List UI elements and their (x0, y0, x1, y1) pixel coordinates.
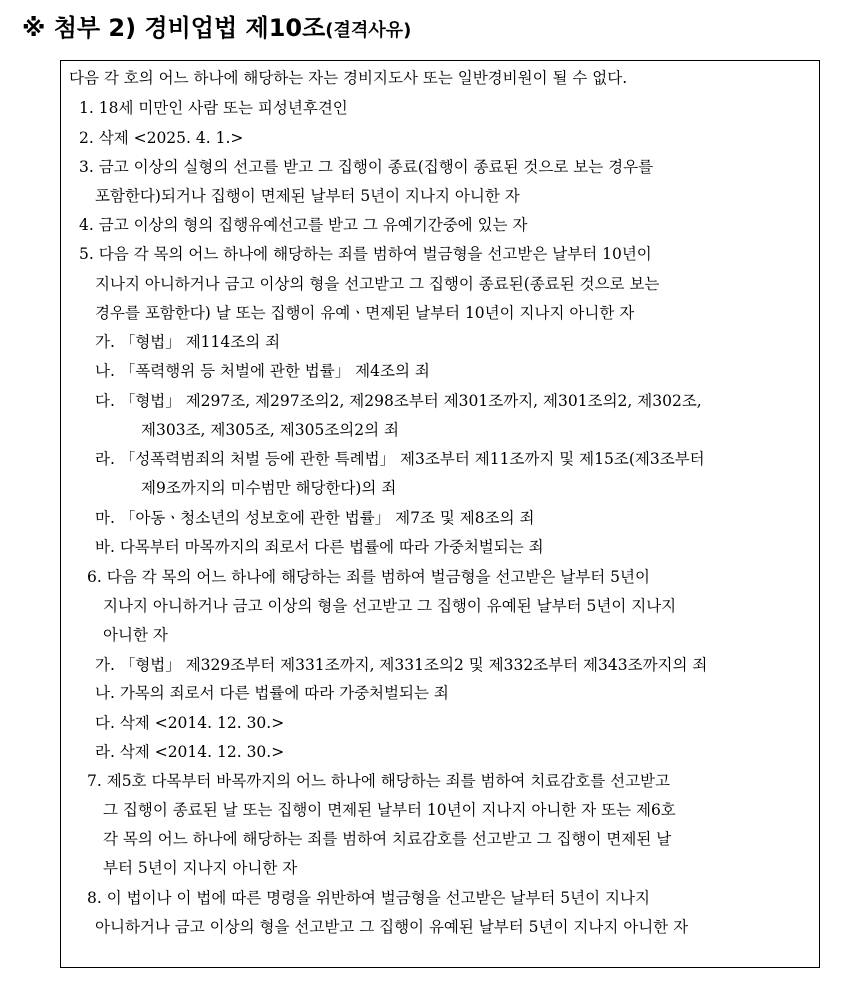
item-5-ra-cont: 제9조까지의 미수범만 해당한다)의 죄 (141, 479, 397, 497)
item-7: 7. 제5호 다목부터 바목까지의 어느 하나에 해당하는 죄를 범하여 치료감호를 선고받고 (87, 772, 671, 790)
item-3-cont: 포함한다)되거나 집행이 면제된 날부터 5년이 지나지 아니한 자 (95, 187, 520, 205)
article-box (60, 60, 820, 968)
item-6-cont-2: 아니한 자 (103, 626, 168, 644)
item-6-da: 다. 삭제 <2014. 12. 30.> (95, 714, 285, 732)
item-5-da-cont: 제303조, 제305조, 제305조의2의 죄 (141, 421, 400, 439)
item-2: 2. 삭제 <2025. 4. 1.> (79, 129, 244, 147)
item-5-cont-2: 경우를 포함한다) 날 또는 집행이 유예ㆍ면제된 날부터 10년이 지나지 아니한 자 (95, 304, 635, 322)
document-title (22, 8, 411, 48)
item-6-ra: 라. 삭제 <2014. 12. 30.> (95, 743, 285, 761)
item-6-cont-1: 지나지 아니하거나 금고 이상의 형을 선고받고 그 집행이 유예된 날부터 5년이 지나지 (103, 597, 677, 615)
item-8-cont: 아니하거나 금고 이상의 형을 선고받고 그 집행이 유예된 날부터 5년이 지나지 아니한 자 (95, 918, 689, 936)
item-5-ba: 바. 다목부터 마목까지의 죄로서 다른 법률에 따라 가중처벌되는 죄 (95, 538, 544, 556)
item-7-cont-1: 그 집행이 종료된 날 또는 집행이 면제된 날부터 10년이 지나지 아니한 자 또는 제6호 (103, 801, 676, 819)
item-5-ma: 마. 「아동ㆍ청소년의 성보호에 관한 법률」 제7조 및 제8조의 죄 (95, 509, 535, 527)
item-6-na: 나. 가목의 죄로서 다른 법률에 따라 가중처벌되는 죄 (95, 684, 449, 702)
article-intro: 다음 각 호의 어느 하나에 해당하는 자는 경비지도사 또는 일반경비원이 될 수 없다. (69, 69, 628, 87)
item-6-ga: 가. 「형법」 제329조부터 제331조까지, 제331조의2 및 제332조부터 제343조까지의 죄 (95, 656, 708, 674)
item-6: 6. 다음 각 목의 어느 하나에 해당하는 죄를 범하여 벌금형을 선고받은 날부터 5년이 (87, 568, 650, 586)
item-5-da: 다. 「형법」 제297조, 제297조의2, 제298조부터 제301조까지, 제301조의2, 제302조, (95, 392, 702, 410)
item-5-na: 나. 「폭력행위 등 처벌에 관한 법률」 제4조의 죄 (95, 362, 430, 380)
item-3: 3. 금고 이상의 실형의 선고를 받고 그 집행이 종료(집행이 종료된 것으로 보는 경우를 (79, 158, 654, 176)
item-5: 5. 다음 각 목의 어느 하나에 해당하는 죄를 범하여 벌금형을 선고받은 날부터 10년이 (79, 245, 652, 263)
item-5-cont-1: 지나지 아니하거나 금고 이상의 형을 선고받고 그 집행이 종료된(종료된 것으로 보는 (95, 275, 660, 293)
item-4: 4. 금고 이상의 형의 집행유예선고를 받고 그 유예기간중에 있는 자 (79, 216, 528, 234)
title-subtitle: (결격사유) (325, 20, 412, 41)
item-8: 8. 이 법이나 이 법에 따른 명령을 위반하여 벌금형을 선고받은 날부터 5년이 지나지 (87, 889, 650, 907)
item-1: 1. 18세 미만인 사람 또는 피성년후견인 (79, 99, 348, 117)
item-7-cont-2: 각 목의 어느 하나에 해당하는 죄를 범하여 치료감호를 선고받고 그 집행이 면제된 날 (103, 830, 672, 848)
title-text: ※ 첨부 2) 경비업법 제10조 (22, 14, 326, 42)
item-7-cont-3: 부터 5년이 지나지 아니한 자 (103, 859, 298, 877)
item-5-ra: 라. 「성폭력범죄의 처벌 등에 관한 특례법」 제3조부터 제11조까지 및 제15조(제3조부터 (95, 450, 705, 468)
item-5-ga: 가. 「형법」 제114조의 죄 (95, 333, 281, 351)
